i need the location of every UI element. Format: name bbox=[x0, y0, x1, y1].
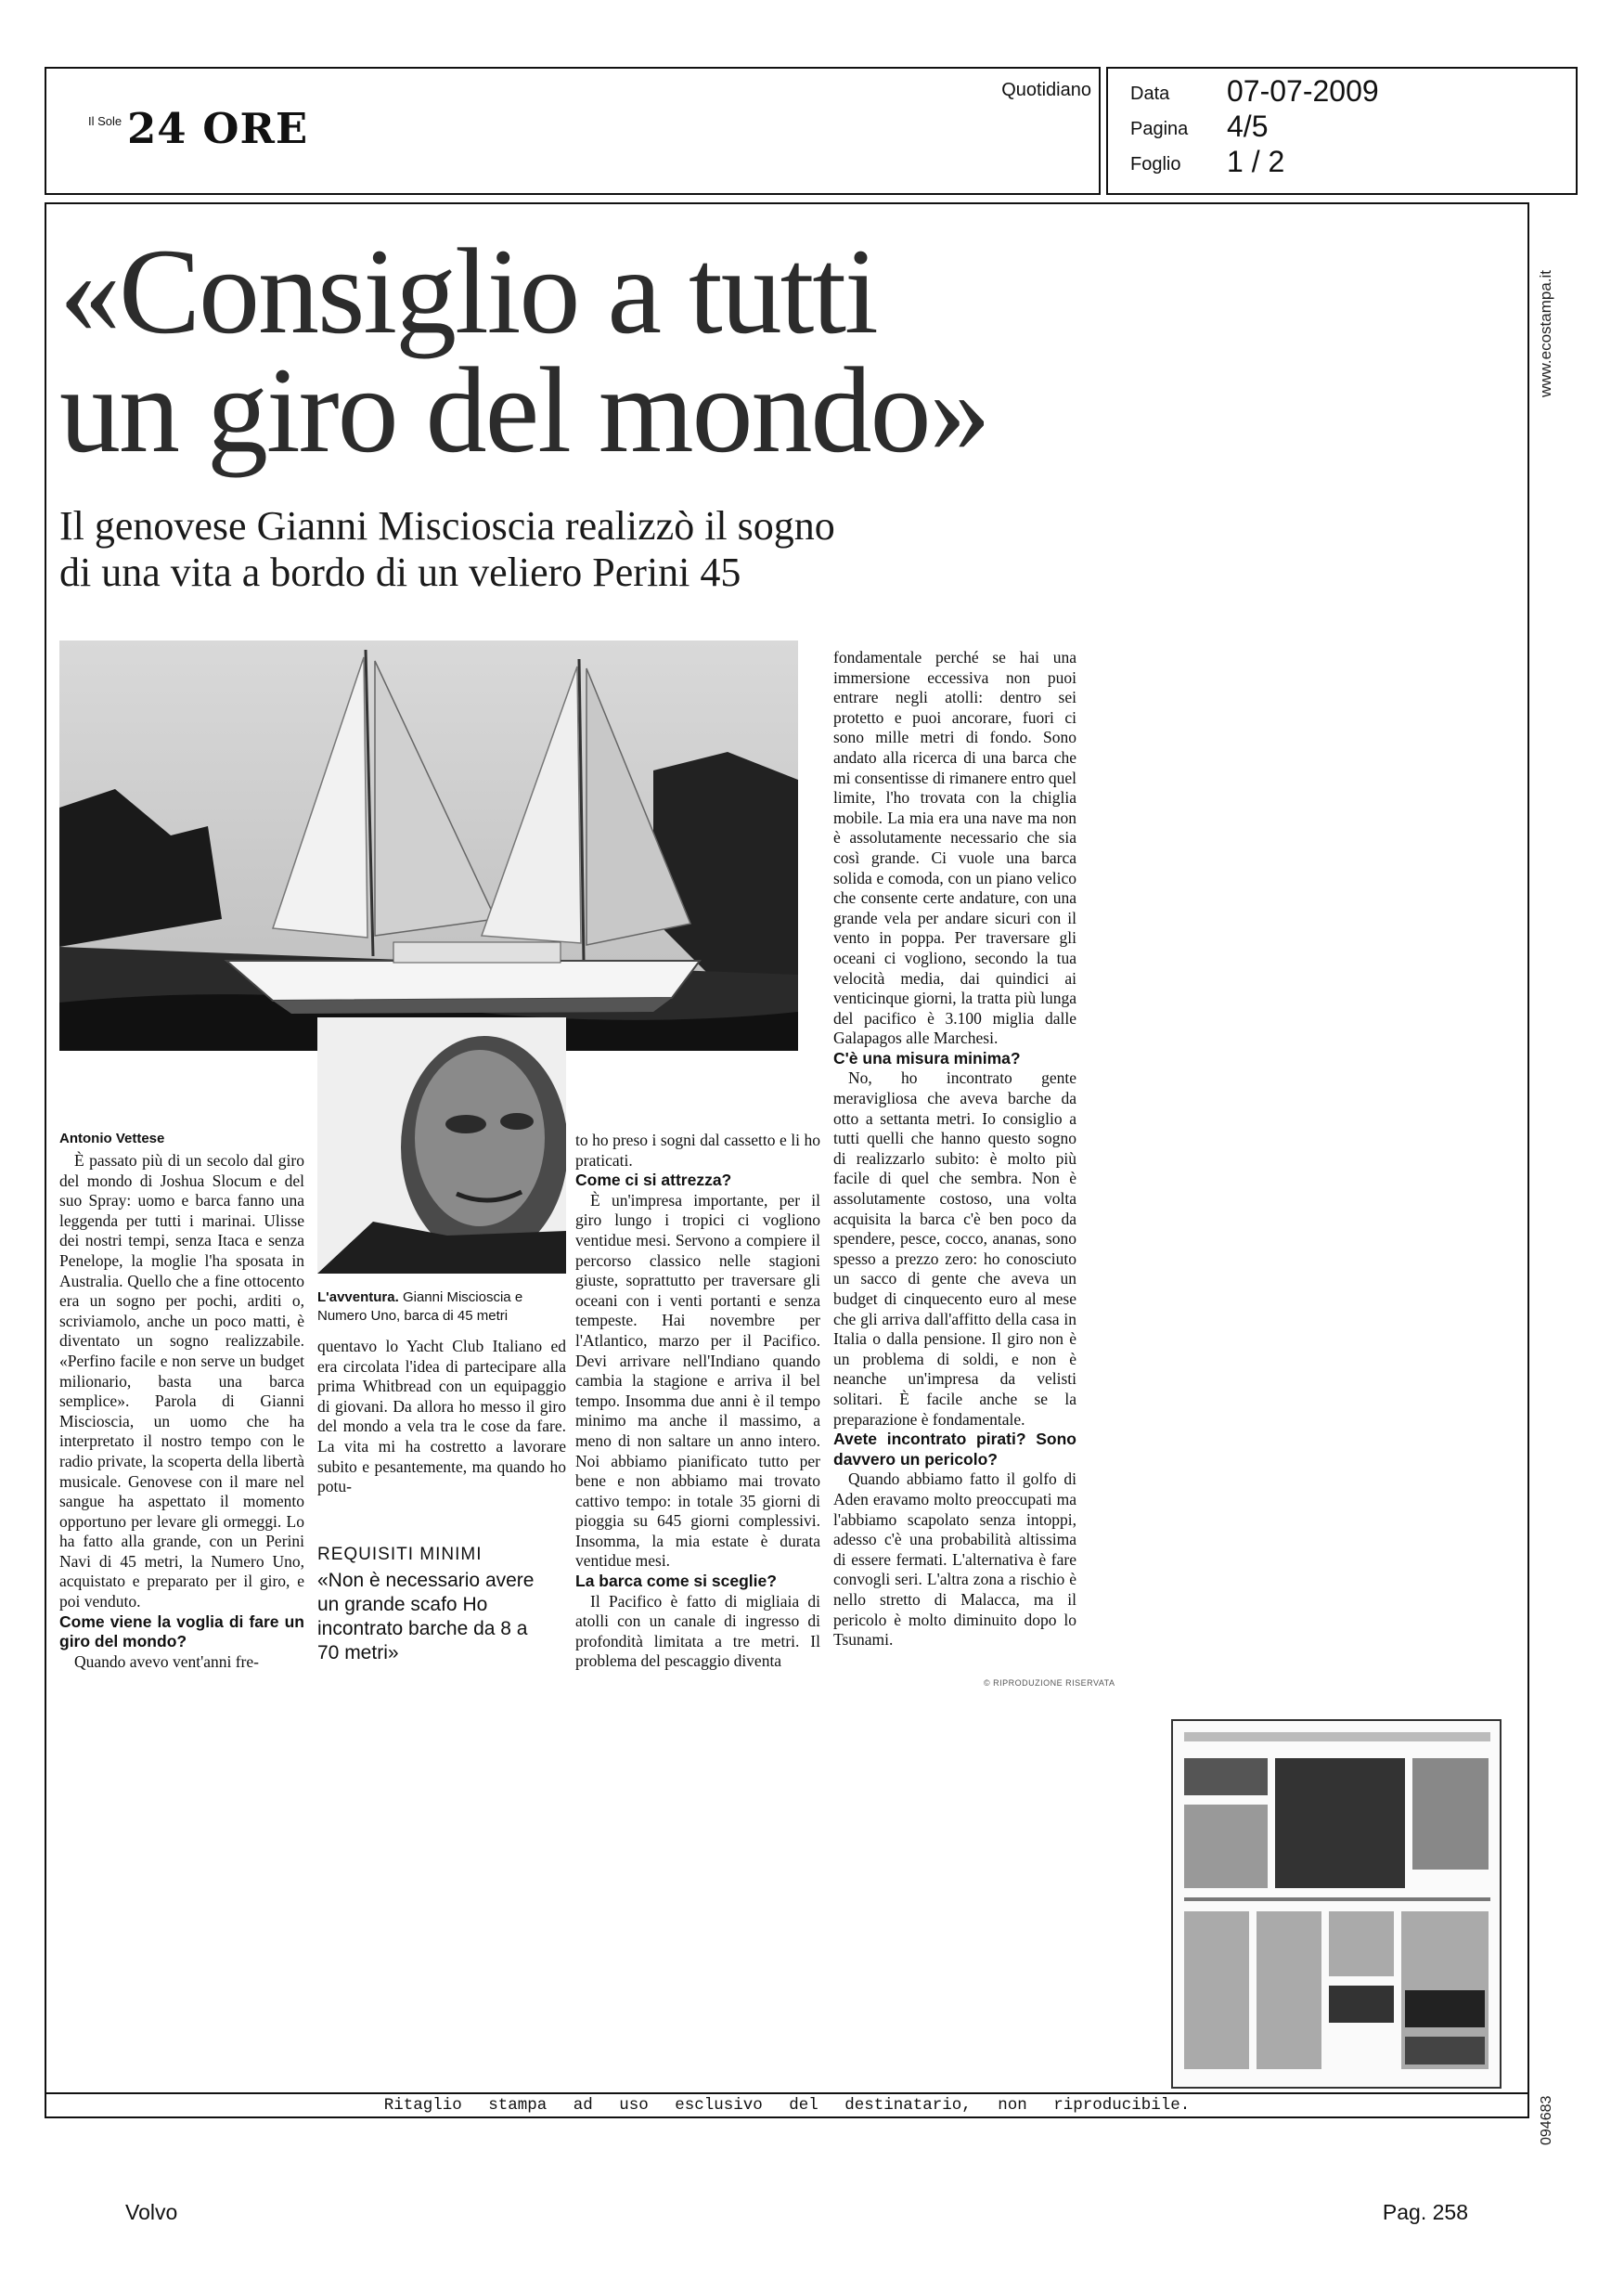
footer-page-number: Pag. 258 bbox=[1382, 2200, 1468, 2224]
portrait-image bbox=[317, 1017, 566, 1274]
article-column-1 bbox=[59, 1151, 304, 1672]
page-thumbnail-image bbox=[1173, 1721, 1500, 2087]
article-column-2 bbox=[317, 1337, 566, 1497]
question: La barca come si sceglie? bbox=[575, 1572, 777, 1591]
question: Avete incontrato pirati? Sono davvero un pericolo? bbox=[833, 1430, 1076, 1469]
foglio-value: 1 / 2 bbox=[1227, 145, 1285, 178]
portrait-photo bbox=[317, 1017, 566, 1274]
headline-line-2: un giro del mondo» bbox=[59, 342, 989, 478]
logo-small-text: Il Sole bbox=[88, 114, 122, 128]
caption-text: Gianni Miscioscia e Numero Uno, barca di 45 metri bbox=[317, 1289, 523, 1324]
subheadline bbox=[59, 503, 987, 596]
headline bbox=[59, 223, 1127, 478]
foglio-label: Foglio bbox=[1130, 154, 1181, 175]
photo-caption bbox=[317, 1288, 566, 1326]
paragraph: quentavo lo Yacht Club Italiano ed era circolata l'idea di partecipare alla prima Whitbread con un equipaggio di giovani. Da allora ho messo il giro del mondo a vela tra le cose da fare. La vita mi ha costretto a lavorare subito e pesantemente, ma quando ho potu- bbox=[317, 1337, 566, 1496]
requisiti-quote: «Non è necessario avere un grande scafo Ho incontrato barche da 8 a 70 metri» bbox=[317, 1570, 535, 1663]
byline: Antonio Vettese bbox=[59, 1131, 165, 1146]
paragraph: È un'impresa importante, per il giro lungo i tropici ci vogliono ventidue mesi. Servono a compiere il percorso classico nelle stagioni giuste, soprattutto per traversare gli oceani con i venti portanti e senza tempeste. Hai novembre per l'Atlantico, marzo per il Pacifico. Devi arrivare nell'Indiano quando cambia la stagione e arriva il bel tempo. Insomma due anni è il tempo minimo ma anche il massimo, a meno di non saltare un anno intero. Noi abbiamo pianificato tutto per bene e non abbiamo mai trovato cattivo tempo: in totale 35 giorni di pioggia su 645 giorni complessivi. Insomma, la mia estate è durata ventidue mesi. bbox=[575, 1190, 820, 1571]
sailboat-image bbox=[59, 641, 798, 1049]
headline-line-1: «Consiglio a tutti bbox=[59, 223, 877, 359]
sailboat-photo bbox=[59, 641, 798, 1051]
requisiti-title: REQUISITI MINIMI bbox=[317, 1545, 483, 1564]
data-label: Data bbox=[1130, 84, 1170, 104]
subhead-line-2: di una vita a bordo di un veliero Perini 45 bbox=[59, 550, 741, 595]
page-thumbnail bbox=[1171, 1719, 1502, 2089]
paragraph: Quando abbiamo fatto il golfo di Aden eravamo molto preoccupati ma l'abbiamo scapolato senza intoppi, adesso c'è una probabilità altissima di essere fermati. L'alternativa è fare convogli seri. L'altra zona a rischio è nello stretto di Malacca, ma il pericolo è molto diminuito dopo lo Tsunami. bbox=[833, 1469, 1076, 1650]
disclaimer-text: Ritaglio stampa ad uso esclusivo del destinatario, non riproducibile. bbox=[383, 2096, 1191, 2115]
question: Come ci si attrezza? bbox=[575, 1171, 732, 1190]
side-code bbox=[1536, 2075, 1556, 2149]
pagina-value: 4/5 bbox=[1227, 110, 1269, 143]
article-column-3 bbox=[575, 1131, 820, 1672]
question: Come viene la voglia di fare un giro del mondo? bbox=[59, 1611, 304, 1651]
paragraph: fondamentale perché se hai una immersione eccessiva non puoi entrare negli atolli: dentro sei protetto e puoi ancorare, fuori ci sono mille metri di fondo. Sono andato alla ricerca di una barca che mi consentisse di rimanere entro quel limite, l'ho trovata con la chiglia mobile. La mia era una nave ma non è assolutamente necessario che sia così grande. Ci vuole una barca solida e comoda, con un piano velico che consente certe andature, con una grande vela per andare sicuri con il vento in poppa. Per traversare gli oceani ci vogliono, secondo la tua velocità media, dai quindici ai venticinque giorni, la tratta più lunga del pacifico è 3.100 miglia dalle Galapagos alle Marchesi. bbox=[833, 648, 1076, 1048]
paragraph: Quando avevo vent'anni fre- bbox=[74, 1651, 259, 1671]
side-url-text: www.ecostampa.it bbox=[1537, 270, 1554, 397]
article-column-4 bbox=[833, 648, 1076, 1650]
paragraph: No, ho incontrato gente meravigliosa che aveva barche da otto a settanta metri. Io consiglio a tutti quelli che hanno questo sogno di realizzarlo subito: è molto più facile di quel che sembra. Non è assolutamente costoso, una volta acquisita la barca c'è ben poco da spendere, pesce, cocco, ananas, sono spesso a prezzo zero: ho conosciuto un sacco di gente che aveva un budget di cinquecento euro al mese che gli arriva dall'affitto della casa in Italia o dalla pensione. Il giro non è un problema di soldi, e non è neanche un'impresa da velisti solitari. È facile anche se la preparazione è fondamentale. bbox=[833, 1068, 1076, 1429]
paragraph: to ho preso i sogni dal cassetto e li ho praticati. bbox=[575, 1131, 820, 1170]
footer-client: Volvo bbox=[125, 2200, 178, 2224]
paragraph: È passato più di un secolo dal giro del mondo di Joshua Slocum e del suo Spray: uomo e barca fanno una leggenda per tutti i marinai. Ulisse dei nostri tempi, senza Itaca e senza Penelope, la moglie l'ha sposata in Australia. Quello che a fine ottocento era un sogno per pochi, arditi o, scriviamolo, anche un poco matti, è diventato un sogno realizzabile. «Perfino facile e non serve un budget milionario, basta una barca semplice». Parola di Gianni Miscioscia, un uomo che ha interpretato il nostro tempo con le radio private, la scoperta della libertà musicale. Genovese con il mare nel sangue ha aspettato il momento opportuno per levare gli ormeggi. Lo ha fatto alla grande, con un Perini Navi di 45 metri, la Numero Uno, acquistato e preparato per il giro, e poi venduto. bbox=[59, 1151, 304, 1611]
data-value: 07-07-2009 bbox=[1227, 74, 1379, 108]
caption-bold: L'avventura. bbox=[317, 1289, 399, 1305]
paragraph: Il Pacifico è fatto di migliaia di atolli con un canale di ingresso di profondità limitata a tre metri. Il problema del pescaggio diventa bbox=[575, 1591, 820, 1671]
side-url bbox=[1536, 215, 1556, 401]
subhead-line-1: Il genovese Gianni Miscioscia realizzò il sogno bbox=[59, 503, 835, 549]
side-code-text: 094683 bbox=[1539, 2095, 1554, 2145]
publication-type: Quotidiano bbox=[1001, 80, 1091, 100]
question: C'è una misura minima? bbox=[833, 1048, 1021, 1068]
newspaper-logo: 24 ORE bbox=[127, 104, 309, 153]
copyright-credit: © RIPRODUZIONE RISERVATA bbox=[984, 1678, 1115, 1688]
pagina-label: Pagina bbox=[1130, 119, 1189, 139]
